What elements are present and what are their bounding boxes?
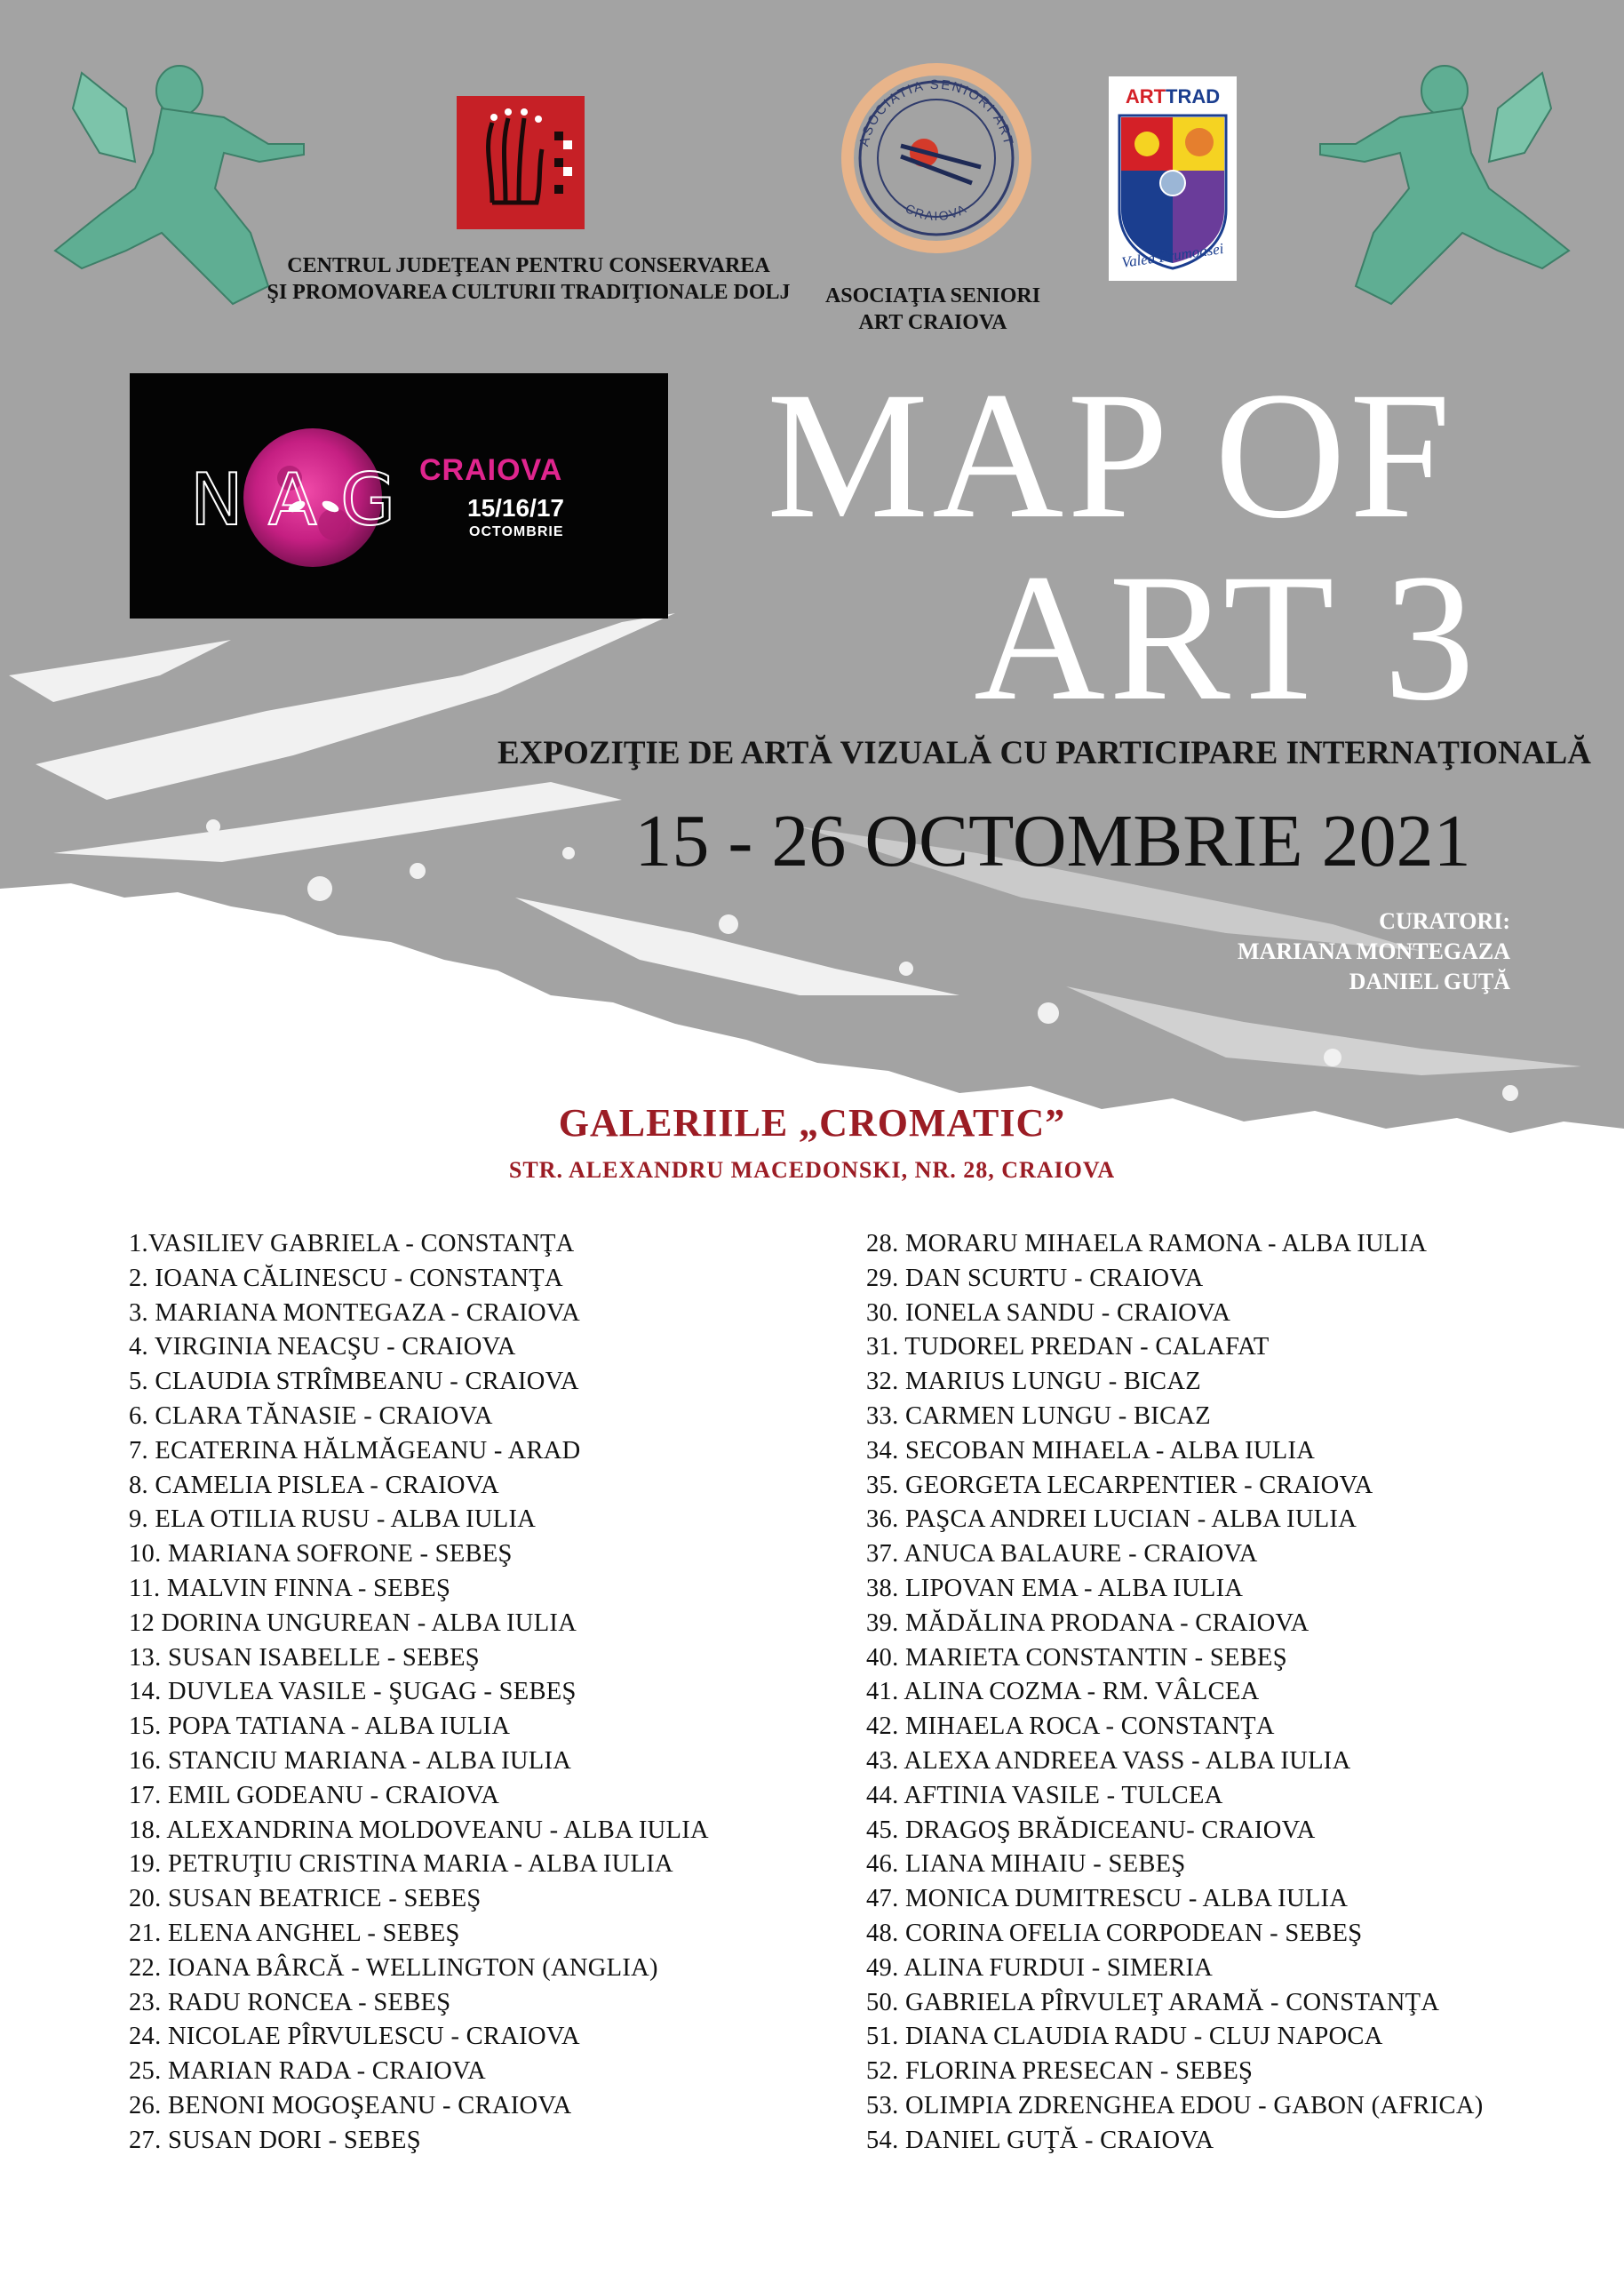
angel-statue-right [1311,55,1578,313]
participant-item: 9. ELA OTILIA RUSU - ALBA IULIA [129,1505,537,1534]
participant-item: 39. MĂDĂLINA PRODANA - CRAIOVA [866,1608,1310,1637]
participant-item: 1.VASILIEV GABRIELA - CONSTANŢA [129,1230,575,1257]
participant-item: 26. BENONI MOGOŞEANU - CRAIOVA [129,2091,572,2119]
poster-title [675,355,1546,738]
participant-item: 17. EMIL GODEANU - CRAIOVA [129,1781,500,1809]
participant-item: 40. MARIETA CONSTANTIN - SEBEŞ [866,1643,1287,1672]
nag-logo-text: NAG [190,459,421,541]
asociatia-ring-bottom-text: CRAIOVA [903,200,970,224]
participant-item: 11. MALVIN FINNA - SEBEŞ [129,1574,451,1602]
title-line-1: MAP OF [766,355,1455,556]
participant-item: 22. IOANA BÂRCĂ - WELLINGTON (ANGLIA) [129,1953,658,1982]
participant-item: 2. IOANA CĂLINESCU - CONSTANŢA [129,1264,563,1292]
participant-item: 48. CORINA OFELIA CORPODEAN - SEBEŞ [866,1919,1363,1947]
participant-item: 13. SUSAN ISABELLE - SEBEŞ [129,1643,480,1672]
nag-dates: 15/16/17 [467,494,564,522]
participants-column-2 [866,1227,1484,2159]
asociatia-ring-top-text: ASOCIATIA SENIORI ART [856,76,1016,148]
participant-item: 31. TUDOREL PREDAN - CALAFAT [866,1333,1270,1361]
participant-item: 21. ELENA ANGHEL - SEBEŞ [129,1919,460,1947]
nag-banner [130,373,668,619]
participant-item: 19. PETRUŢIU CRISTINA MARIA - ALBA IULIA [129,1850,673,1879]
participant-item: 25. MARIAN RADA - CRAIOVA [129,2057,487,2086]
arttrad-title-trad: TRAD [1166,85,1221,108]
exhibition-dates: 15 - 26 OCTOMBRIE 2021 [634,800,1471,882]
participant-item: 18. ALEXANDRINA MOLDOVEANU - ALBA IULIA [129,1816,709,1844]
nag-month: OCTOMBRIE [469,524,564,539]
participant-item: 45. DRAGOŞ BRĂDICEANU- CRAIOVA [866,1816,1316,1844]
nag-city: CRAIOVA [419,453,563,487]
participant-item: 8. CAMELIA PISLEA - CRAIOVA [129,1471,499,1499]
participant-item: 15. POPA TATIANA - ALBA IULIA [129,1712,511,1741]
participant-item: 33. CARMEN LUNGU - BICAZ [866,1401,1211,1430]
asociatia-seniori-art-caption: ASOCIAŢIA SENIORI ART CRAIOVA [824,284,1041,334]
title-line-2: ART 3 [974,537,1478,738]
participant-item: 52. FLORINA PRESECAN - SEBEŞ [866,2057,1254,2086]
arttrad-logo [1109,76,1237,281]
participant-item: 23. RADU RONCEA - SEBEŞ [129,1988,451,2016]
participant-item: 51. DIANA CLAUDIA RADU - CLUJ NAPOCA [866,2023,1383,2051]
participant-item: 34. SECOBAN MIHAELA - ALBA IULIA [866,1436,1316,1465]
asociatia-seniori-art-logo [839,60,1034,256]
participant-item: 35. GEORGETA LECARPENTIER - CRAIOVA [866,1471,1373,1499]
participant-item: 12 DORINA UNGUREAN - ALBA IULIA [129,1608,577,1637]
centrul-judetean-logo [457,96,585,229]
participant-item: 4. VIRGINIA NEACŞU - CRAIOVA [129,1333,516,1361]
participant-item: 41. ALINA COZMA - RM. VÂLCEA [866,1678,1260,1706]
participant-item: 27. SUSAN DORI - SEBEŞ [129,2126,421,2154]
participant-item: 46. LIANA MIHAIU - SEBEŞ [866,1850,1186,1879]
participant-item: 10. MARIANA SOFRONE - SEBEŞ [129,1540,513,1569]
curator-name: DANIEL GUŢĂ [1349,968,1510,994]
participant-item: 16. STANCIU MARIANA - ALBA IULIA [129,1746,572,1775]
participant-item: 54. DANIEL GUŢĂ - CRAIOVA [866,2126,1214,2154]
participant-item: 32. MARIUS LUNGU - BICAZ [866,1368,1201,1396]
participant-item: 28. MORARU MIHAELA RAMONA - ALBA IULIA [866,1230,1428,1257]
participant-item: 47. MONICA DUMITRESCU - ALBA IULIA [866,1885,1349,1913]
participant-item: 42. MIHAELA ROCA - CONSTANŢA [866,1712,1275,1741]
participant-item: 43. ALEXA ANDREEA VASS - ALBA IULIA [866,1746,1351,1775]
participant-item: 53. OLIMPIA ZDRENGHEA EDOU - GABON (AFRICA) [866,2091,1484,2119]
participant-item: 29. DAN SCURTU - CRAIOVA [866,1264,1204,1292]
curators-block [1238,906,1510,996]
participants-column-1 [129,1227,709,2159]
venue-address: STR. ALEXANDRU MACEDONSKI, NR. 28, CRAIOVA [508,1157,1116,1183]
participant-item: 5. CLAUDIA STRÎMBEANU - CRAIOVA [129,1368,579,1396]
participant-item: 50. GABRIELA PÎRVULEŢ ARAMĂ - CONSTANŢA [866,1988,1440,2016]
participant-item: 37. ANUCA BALAURE - CRAIOVA [866,1540,1258,1569]
arttrad-ribbon: Valea Frumoasei [1120,240,1225,271]
participant-item: 49. ALINA FURDUI - SIMERIA [866,1953,1214,1982]
participant-item: 44. AFTINIA VASILE - TULCEA [866,1781,1223,1809]
venue-name: GALERIILE „CROMATIC” [558,1101,1066,1145]
arttrad-title-art: ART [1125,85,1166,108]
participant-item: 36. PAŞCA ANDREI LUCIAN - ALBA IULIA [866,1505,1357,1534]
svg-text:CRAIOVA [903,201,969,223]
participant-item: 30. IONELA SANDU - CRAIOVA [866,1298,1231,1327]
centrul-judetean-caption: CENTRUL JUDEŢEAN PENTRU CONSERVAREA ŞI PROMOVAREA CULTURII TRADIŢIONALE DOLJ [267,254,791,304]
participant-item: 7. ECATERINA HĂLMĂGEANU - ARAD [129,1436,581,1465]
participant-item: 24. NICOLAE PÎRVULESCU - CRAIOVA [129,2023,580,2051]
curators-label: CURATORI: [1379,908,1510,934]
curator-name: MARIANA MONTEGAZA [1238,938,1510,964]
participant-item: 20. SUSAN BEATRICE - SEBEŞ [129,1885,482,1913]
participant-item: 38. LIPOVAN EMA - ALBA IULIA [866,1574,1244,1602]
participant-item: 3. MARIANA MONTEGAZA - CRAIOVA [129,1298,581,1327]
participant-item: 14. DUVLEA VASILE - ŞUGAG - SEBEŞ [129,1678,577,1706]
exhibition-subtitle: EXPOZIŢIE DE ARTĂ VIZUALĂ CU PARTICIPARE INTERNAŢIONALĂ [498,735,1591,771]
participant-item: 6. CLARA TĂNASIE - CRAIOVA [129,1401,493,1430]
